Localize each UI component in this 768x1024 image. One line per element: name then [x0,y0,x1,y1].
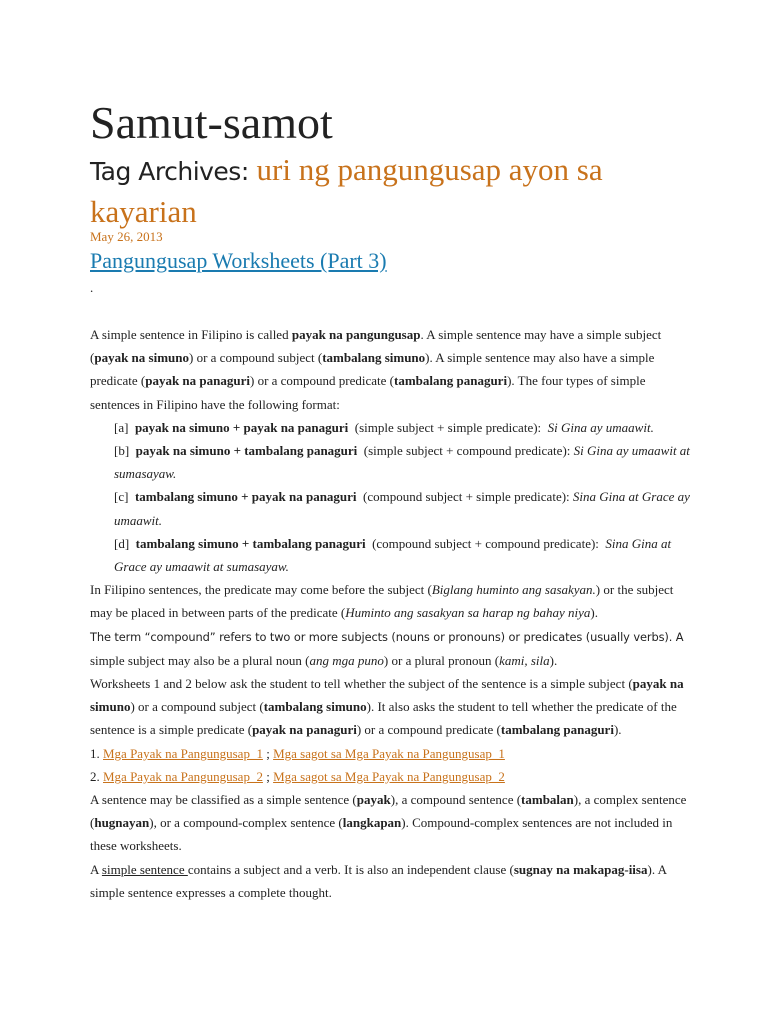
paragraph-worksheets: Worksheets 1 and 2 below ask the student to tell whether the subject of the sentence is a simple subject (payak na simuno) or a compound subject (tambalang simuno). It also asks the student to tell whether the predicate of the sentence is a simple predicate (payak na panaguri) or a compound predicate (tambalang panaguri). [90,676,684,738]
post-date-link[interactable]: May 26, 2013 [90,229,163,244]
separator-dot: . [90,280,94,295]
archive-heading [90,150,710,232]
format-item-d: [d] tambalang simuno + tambalang panaguri (compound subject + compound predicate): Sina Gina at Grace ay umaawit at sumasayaw. [114,535,672,575]
post-title [90,246,387,276]
simple-sentence-link[interactable]: simple sentence [101,861,188,877]
site-title[interactable]: Samut-samot [90,97,333,148]
paragraph-simple-sentence: A simple sentence contains a subject and a verb. It is also an independent clause (sugnay na makapag-iisa). A simple sentence expresses a complete thought. [90,861,667,900]
worksheet-links-2: 2. Mga Payak na Pangungusap_2 ; Mga sagot sa Mga Payak na Pangungusap_2 [90,768,505,784]
answers-link-2[interactable]: Mga sagot sa Mga Payak na Pangungusap_2 [273,768,505,784]
answers-link-1[interactable]: Mga sagot sa Mga Payak na Pangungusap_1 [273,745,505,761]
worksheet-links-1: 1. Mga Payak na Pangungusap_1 ; Mga sagot sa Mga Payak na Pangungusap_1 [90,745,505,761]
archive-label: Tag Archives: [90,157,249,186]
paragraph-sentence-types: A sentence may be classified as a simple sentence (payak), a compound sentence (tambalan), a complex sentence (hugnayan), or a compound-complex sentence (langkapan). Compound-complex sentences are not included in these worksheets. [90,792,687,854]
paragraph-predicate-order: In Filipino sentences, the predicate may come before the subject (Biglang huminto ang sasakyan.) or the subject may be placed in between parts of the predicate (Huminto ang sasakyan sa harap ng bahay niya). [90,582,674,621]
worksheet-link-2[interactable]: Mga Payak na Pangungusap_2 [103,768,263,784]
format-item-c: [c] tambalang simuno + payak na panaguri (compound subject + simple predicate): Sina Gina at Grace ay umaawit. [114,489,690,528]
worksheet-link-1[interactable]: Mga Payak na Pangungusap_1 [103,745,263,761]
post-title-link[interactable]: Pangungusap Worksheets (Part 3) [90,248,387,273]
post-content [90,323,690,904]
paragraph-compound-term: The term “compound” refers to two or more subjects (nouns or pronouns) or predicates (usually verbs). A simple subject may also be a plural noun (ang mga puno) or a plural pronoun (kami, sila). [90,629,684,668]
archive-term: uri ng pangungusap ayon sa kayarian [90,152,603,229]
paragraph-intro: A simple sentence in Filipino is called payak na pangungusap. A simple sentence may have a simple subject (payak na simuno) or a compound subject (tambalang simuno). A simple sentence may also have a simple predicate (payak na panaguri) or a compound predicate (tambalang panaguri). The four types of simple sentences in Filipino have the following format: [90,327,662,412]
format-item-a: [a] payak na simuno + payak na panaguri (simple subject + simple predicate): Si Gina ay umaawit. [114,419,654,435]
format-item-b: [b] payak na simuno + tambalang panaguri (simple subject + compound predicate): Si Gina ay umaawit at sumasayaw. [114,443,690,482]
